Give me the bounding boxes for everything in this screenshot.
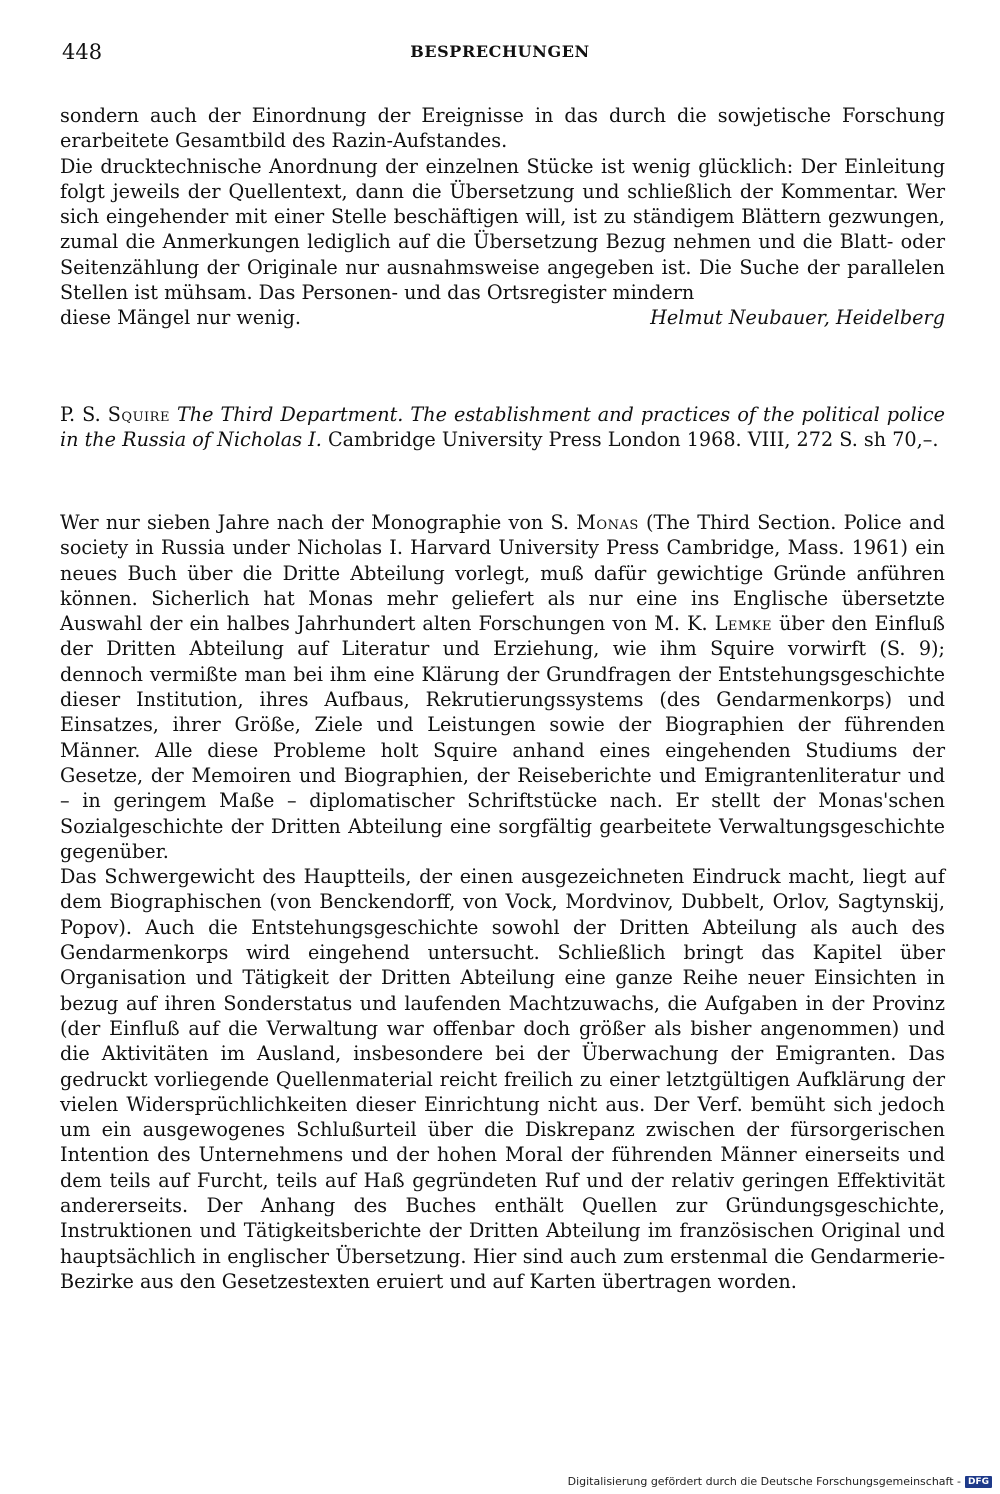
dfg-logo: DFG: [965, 1476, 992, 1488]
author-name-lemke: Lemke: [714, 612, 772, 636]
review-1-continuation: [60, 103, 945, 331]
book-title: The Third Department. The establishment and practices of the political police in the Russia of Nicholas I.: [60, 403, 945, 452]
text-run: Wer nur sieben Jahre nach der Monographie von S.: [60, 511, 570, 534]
closing-text: diese Mängel nur wenig.: [60, 306, 302, 330]
paragraph: Die drucktechnische Anordnung der einzelnen Stücke ist wenig glücklich: Der Einleitung folgt jeweils der Quellentext, dann die Übersetzung und schließlich der Kommentar. Wer sich eingehender mit einer Stelle beschäftigen will, ist zu ständigem Blättern gezwungen, zumal die Anmerkungen lediglich auf die Übersetzung Bezug nehmen und die Blatt- oder Seitenzählung der Originale nur ausnahmsweise angegeben ist. Die Suche der parallelen Stellen ist mühsam. Das Personen- und das Ortsregister mindern: [60, 154, 945, 305]
author-initials: P. S.: [60, 403, 101, 426]
reviewer-signature: Helmut Neubauer, Heidelberg: [650, 306, 945, 330]
review-2-body: [60, 510, 945, 1294]
running-head: BESPRECHUNGEN: [410, 42, 590, 61]
review-2-heading: [60, 402, 945, 453]
paragraph: Das Schwergewicht des Hauptteils, der einen ausgezeichneten Eindruck macht, liegt auf dem Biographischen (von Benckendorff, von Vock, Mordvinov, Dubbelt, Orlov, Sagtynskij, Popov). Auch die Entstehungsgeschichte sowohl der Dritten Abteilung als auch des Gendarmenkorps wird eingehend untersucht. Schließlich bringt das Kapitel über Organisation und Tätigkeit der Dritten Abteilung eine ganze Reihe neuer Einsichten in bezug auf ihren Sonderstatus und laufenden Machtzuwachs, die Aufgaben in der Provinz (der Einfluß auf die Verwaltung war offenbar doch größer als bisher angenommen) und die Aktivitäten im Ausland, insbesondere bei der Überwachung der Emigranten. Das gedruckt vorliegende Quellenmaterial reicht freilich zu einer letztgültigen Aufklärung der vielen Widersprüchlichkeiten dieser Einrichtung nicht aus. Der Verf. bemüht sich jedoch um ein ausgewogenes Schlußurteil über die Diskrepanz zwischen der fürsorgerischen Intention des Unternehmens und der hohen Moral der führenden Männer einerseits und dem teils auf Furcht, teils auf Haß gegründeten Ruf und der relativ geringen Effektivität andererseits. Der Anhang des Buches enthält Quellen zur Gründungsgeschichte, Instruktionen und Tätigkeitsberichte der Dritten Abteilung im französischen Original und hauptsächlich in englischer Übersetzung. Hier sind auch zum erstenmal die Gendarmerie-Bezirke aus den Gesetzestexten eruiert und auf Karten übertragen worden.: [60, 865, 945, 1293]
author-name-monas: Monas: [576, 511, 639, 534]
text-run: über den Einfluß der Dritten Abteilung auf Literatur und Erziehung, wie ihm Squire vorwirft (S. 9); dennoch vermißte man bei ihm eine Klärung der Grundfragen der Entstehungsgeschichte dieser Institution, ihres Aufbaus, Rekrutierungssystems (des Gendarmenkorps) und Einsatzes, ihrer Größe, Ziele und Leistungen sowie der Biographien der führenden Männer. Alle diese Probleme holt Squire anhand eines eingehenden Studiums der Gesetze, der Memoiren und Biographien, der Reiseberichte und Emigrantenliteratur und – in geringem Maße – diplomatischer Schriftstücke nach. Er stellt der Monas'schen Sozialgeschichte der Dritten Abteilung eine sorgfältig gearbeitete Verwaltungsgeschichte gegenüber.: [60, 612, 945, 863]
signature-line: [60, 305, 945, 330]
page-number: 448: [62, 40, 103, 64]
paragraph: sondern auch der Einordnung der Ereignisse in das durch die sowjetische Forschung erarbeitete Gesamtbild des Razin-Aufstandes.: [60, 104, 945, 153]
digitization-footer: [568, 1475, 992, 1488]
footer-text: Digitalisierung gefördert durch die Deutsche Forschungsgemeinschaft -: [567, 1475, 961, 1488]
publication-info: Cambridge University Press London 1968. VIII, 272 S. sh 70,–.: [327, 428, 939, 452]
text-run: (The Third Section. Police and society in Russia under Nicholas I. Harvard University Press Cambridge, Mass. 1961) ein neues Buch über die Dritte Abteilung vorlegt, muß dafür gewichtige Gründe anführen können. Sicherlich hat Monas mehr geliefert als nur eine ins Englische übersetzte Auswahl der ein halbes Jahrhundert alten Forschungen von M. K.: [60, 511, 945, 636]
paragraph: [60, 510, 945, 864]
author-surname: Squire: [107, 403, 170, 426]
